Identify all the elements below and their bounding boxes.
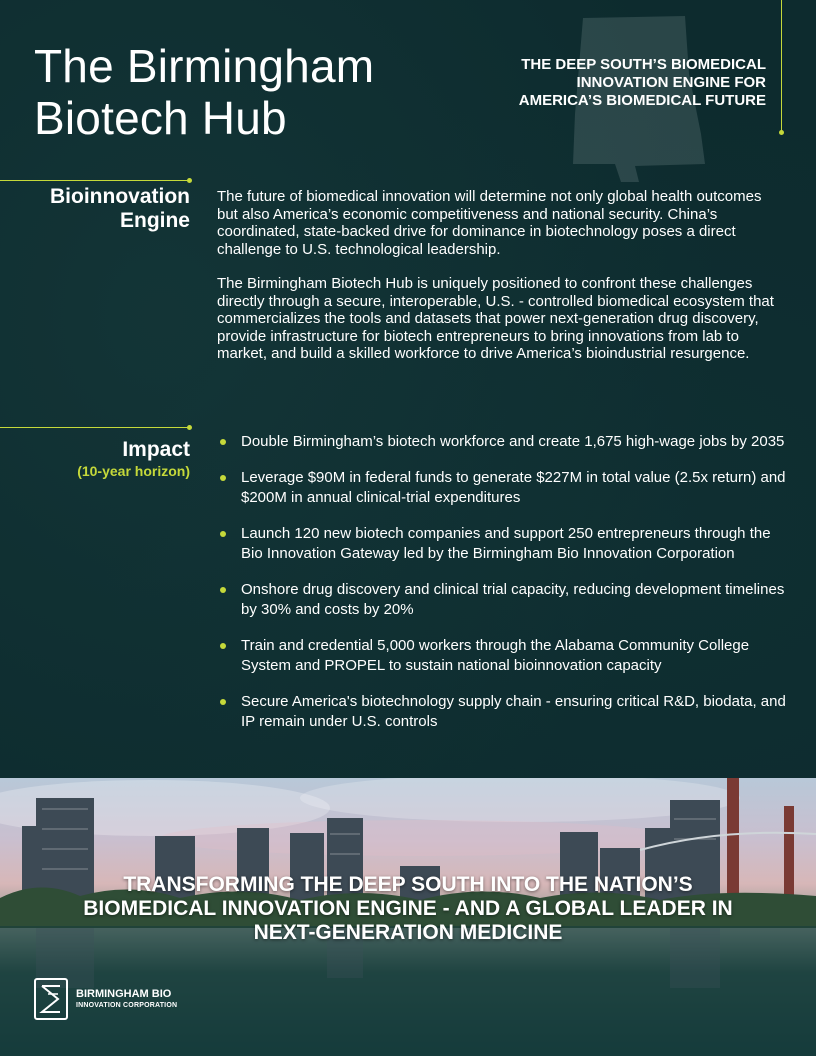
bullet-icon <box>220 531 226 537</box>
org-logo <box>34 978 177 1020</box>
label-line-1: Bioinnovation <box>50 185 190 208</box>
body-paragraph: The Birmingham Biotech Hub is uniquely positioned to confront these challenges directly through a secure, interoperable, U.S. - controlled biomedical ecosystem that commercializes the tools and datasets that power next-generation drug discovery, provide infrastructure for biotech entrepreneurs to bring innovations from lab to market, and build a skilled workforce to drive America’s bioindustrial resurgence. <box>217 275 774 362</box>
list-item <box>217 580 787 620</box>
logo-subname: INNOVATION CORPORATION <box>76 1001 178 1009</box>
bullet-icon <box>220 587 226 593</box>
bullet-icon <box>220 475 226 481</box>
title-line-1: The Birmingham <box>34 40 375 92</box>
section-label-bioinnovation <box>50 185 190 233</box>
list-item-text: Launch 120 new biotech companies and support 250 entrepreneurs through the Bio Innovation Gateway led by the Birmingham Bio Innovation Corporation <box>241 525 771 562</box>
section-label-impact <box>77 438 190 480</box>
section-rule-impact <box>0 427 190 428</box>
banner-headline: TRANSFORMING THE DEEP SOUTH INTO THE NATION’S BIOMEDICAL INNOVATION ENGINE - AND A GLOBAL LEADER IN NEXT-GENERATION MEDICINE <box>83 873 733 944</box>
logo-name: BIRMINGHAM BIO <box>76 987 172 1000</box>
list-item-text: Secure America's biotechnology supply chain - ensuring critical R&D, biodata, and IP remain under U.S. controls <box>241 693 786 730</box>
label-line-2: Engine <box>119 209 190 232</box>
list-item-text: Onshore drug discovery and clinical trial capacity, reducing development timelines by 30% and costs by 20% <box>241 581 785 618</box>
bullet-icon <box>220 699 226 705</box>
header-tagline: THE DEEP SOUTH’S BIOMEDICAL INNOVATION ENGINE FOR AMERICA’S BIOMEDICAL FUTURE <box>518 56 766 109</box>
bullet-icon <box>220 643 226 649</box>
logo-mark-icon <box>34 978 68 1020</box>
bioinnovation-body <box>217 188 777 380</box>
skyline-banner <box>0 778 816 1056</box>
list-item <box>217 692 787 732</box>
bullet-icon <box>220 439 226 445</box>
list-item-text: Train and credential 5,000 workers through the Alabama Community College System and PROPEL to sustain national bioinnovation capacity <box>241 637 750 674</box>
page-title <box>34 40 374 144</box>
list-item <box>217 636 787 676</box>
list-item-text: Leverage $90M in federal funds to generate $227M in total value (2.5x return) and $200M in annual clinical-trial expenditures <box>241 469 786 506</box>
list-item <box>217 468 787 508</box>
accent-vertical-line <box>781 0 782 132</box>
list-item <box>217 432 787 452</box>
section-rule-bioinnovation <box>0 180 190 181</box>
title-line-2: Biotech Hub <box>34 92 287 144</box>
accent-dot <box>779 130 784 135</box>
impact-label: Impact <box>122 438 190 461</box>
accent-dot <box>187 178 192 183</box>
list-item <box>217 524 787 564</box>
list-item-text: Double Birmingham’s biotech workforce and create 1,675 high-wage jobs by 2035 <box>241 433 785 450</box>
impact-sublabel: (10-year horizon) <box>77 463 190 479</box>
body-paragraph: The future of biomedical innovation will determine not only global health outcomes but also America’s economic competitiveness and national security. China’s coordinated, state-backed drive for dominance in biotechnology poses a direct challenge to U.S. technological leadership. <box>217 188 762 258</box>
accent-dot <box>187 425 192 430</box>
impact-list <box>217 432 787 748</box>
